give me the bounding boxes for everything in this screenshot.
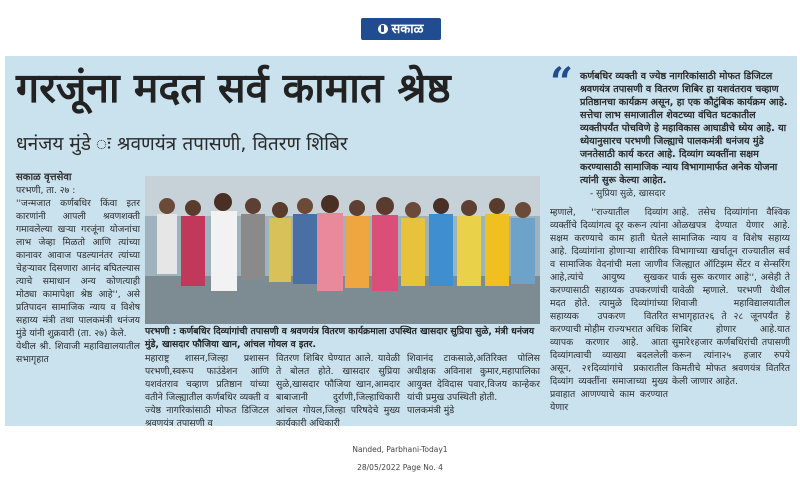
article-column-1: परभणी, ता. २७ : ''जन्मजात कर्णबधिर किंवा इतर कारणांनी आपली श्रवणशक्ती गमावलेल्या खऱ्या गरजूंना योजनांचा लाभ जेव्हा मिळतो आणि त्यांच्या कानावर आवाज पडल्यानंतर त्यांच्या चेहऱ्यावर दिसणारा आनंद बघितल्यास त्याचे समाधान अन्य कोणत्याही मोठ्या कामापेक्षा श्रेष्ठ आहे'', असे प्रतिपादन सामाजिक न्याय व विशेष सहाय्य मंत्री तथा पालकमंत्री धनंजय मुंडे यांनी शुक्रवारी (ता. २७) केले. येथील श्री. शिवाजी महाविद्यालयातील सभागृहात [16, 185, 140, 365]
masthead-name: सकाळ [391, 21, 424, 37]
event-photo [145, 176, 540, 324]
article-column-6: आहे. तसेच दिव्यांगांना वैश्विक ओळखपत्र देण्यात येणार आहे. सामाजिक न्याय व विशेष सहाय्य विभागाच्या खर्चातून राज्यातील सर्व जिल्ह्यात ऑटिझम सेंटर व सेन्सरिंग पार्क सुरू करणार आहे'', असेही ते यावेळी म्हणाले. परभणी येथील शिवाजी महाविद्यालयातील सभागृहात२६ ते २८ जूनपर्यंत हे शिबिर होणार आहे.यात सुमारे१हजार कर्णबधिरांची तपासणी करून त्यांना२५ हजार रुपये किमतीचे मोफत श्रवणयंत्र वितरित केली जाणार आहेत. [672, 207, 790, 387]
article-column-3: वितरण शिबिर घेण्यात आले. यावेळी ते बोलत होते. खासदार सुप्रिया सुळे,खासदार फौजिया खान,आमदार बाबाजानी दुर्राणी,जिल्हाधिकारी आंचल गोयल,जिल्हा परिषदेचे मुख्य कार्यकारी अधिकारी [276, 353, 400, 429]
page-footer [0, 436, 800, 481]
article-column-5: म्हणाले, ''राज्यातील दिव्यांग व्यक्तींचे दिव्यांगत्व दूर करून त्यांना सक्षम करण्याचे काम हाती घेतले आहे. दिव्यांगांना होणाऱ्या शारीरिक व सामाजिक वेदनांची मला जाणीव आहे,त्यांचे आयुष्य सुखकर करण्यासाठी सहाय्यक उपकरणांची मदत होते. त्यामुळे दिव्यांगांच्या सहाय्यक उपकरण वितरित करण्याची मोहीम राज्यभरात अधिक व्यापक करणार आहे. आता दिव्यांगत्वाची व्याख्या बदललेली असून, २१दिव्यांगांचे प्रकारातील दिव्यांग व्यक्तींना समाजाच्या मुख्य प्रवाहात आणण्याचे काम करण्यात येणार [550, 207, 668, 413]
sakal-logo-icon [378, 24, 388, 34]
footer-date-page: 28/05/2022 Page No. 4 [357, 463, 443, 472]
article-column-4: शिवानंद टाकसाळे,अतिरिक्त पोलिस अधीक्षक अविनाश कुमार,महापालिका आयुक्त देविदास पवार,विजय कान्हेकर यांची प्रमुख उपस्थिती होती. पालकमंत्री मुंडे [407, 353, 540, 416]
article-column-2: महाराष्ट्र शासन,जिल्हा प्रशासन परभणी,स्वरूप फाउंडेशन आणि यशवंतराव चव्हाण प्रतिष्ठान यांच्या वतीने जिल्ह्यातील कर्णबधिर व्यक्ती व ज्येष्ठ नागरिकांसाठी मोफत डिजिटल श्रवणयंत्र तपासणी व [145, 353, 269, 429]
article-subheadline: धनंजय मुंडे ः श्रवणयंत्र तपासणी, वितरण शिबिर [16, 133, 348, 155]
pull-quote-text: कर्णबधिर व्यक्ती व ज्येष्ठ नागरिकांसाठी मोफत डिजिटल श्रवणयंत्र तपासणी व वितरण शिबिर हा यशवंतराव चव्हाण प्रतिष्ठानचा कार्यक्रम असून, हा एक कौटुंबिक कार्यक्रम आहे. सत्तेचा लाभ समाजातील शेवटच्या वंचित घटकातील व्यक्तीपर्यंत पोचविणे हे महाविकास आघाडीचे ध्येय आहे. या ध्येयानुसारच परभणी जिल्ह्याचे पालकमंत्री धनंजय मुंडे जनतेसाठी कार्य करत आहे. दिव्यांग व्यक्तींना सक्षम करण्यासाठी सामाजिक न्याय विभागामार्फत अनेक योजना त्यांनी सुरू केल्या आहेत. [580, 71, 788, 186]
newspaper-masthead [361, 18, 441, 40]
photo-caption: परभणी : कर्णबधिर दिव्यांगांची तपासणी व श्रवणयंत्र वितरण कार्यक्रमाला उपस्थित खासदार सुप्रिया सुळे, मंत्री धनंजय मुंडे, खासदार फौजिया खान, आंचल गोयल व इतर. [145, 326, 535, 350]
event-photo-image [145, 176, 540, 324]
quote-mark-icon: “ [550, 59, 574, 106]
pull-quote-author: - सुप्रिया सुळे, खासदार [590, 189, 666, 199]
article-headline: गरजूंना मदत सर्व कामात श्रेष्ठ [16, 64, 451, 112]
footer-edition: Nanded, Parbhani-Today1 [352, 445, 448, 454]
article-byline: सकाळ वृत्तसेवा [16, 172, 72, 183]
